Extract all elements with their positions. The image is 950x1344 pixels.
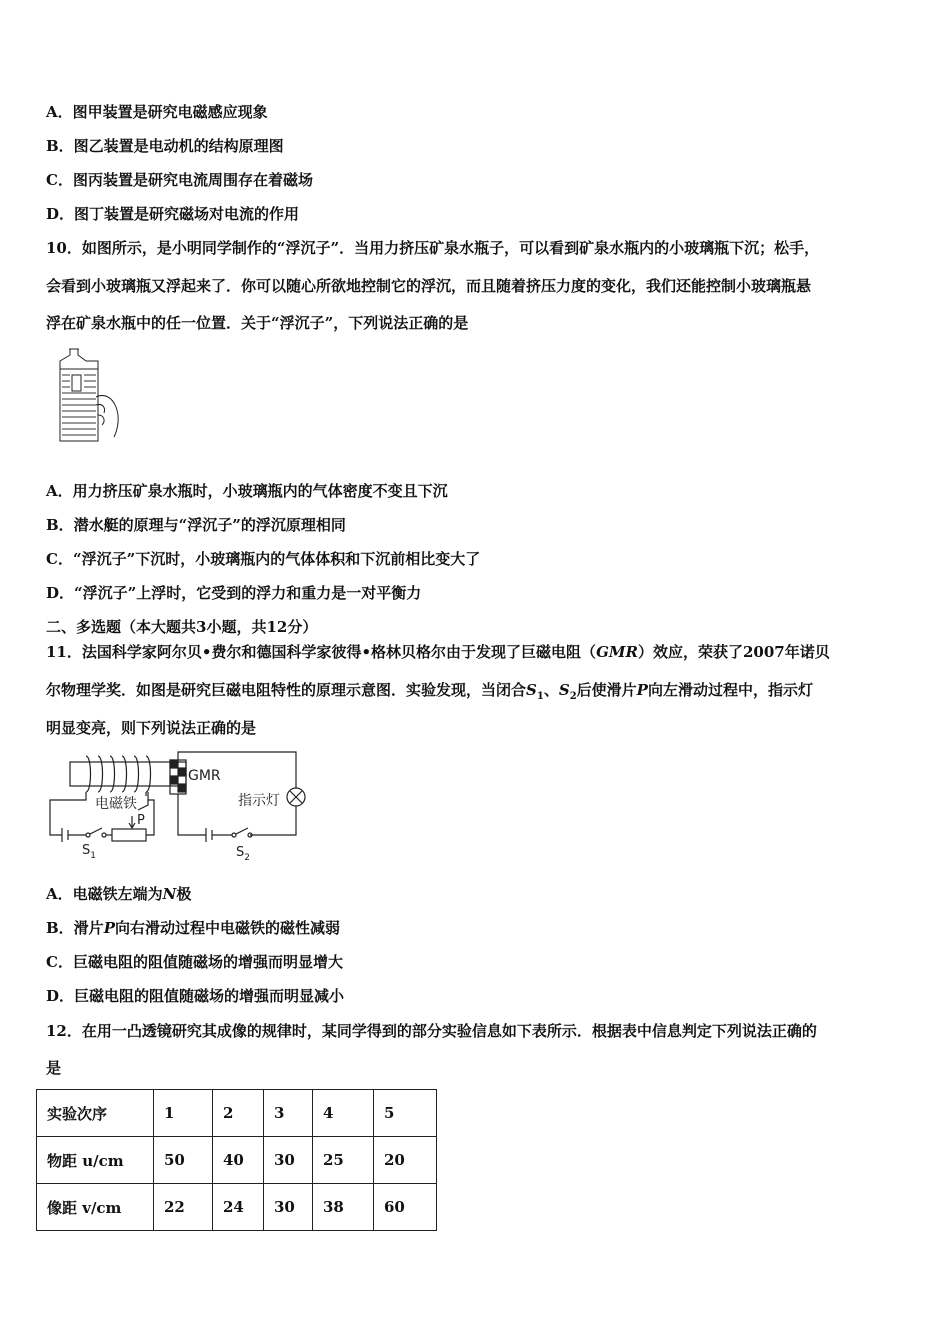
q11-b-text: B．滑片: [46, 919, 104, 937]
switch-s1-symbol: S: [526, 681, 537, 699]
q12-stem-line1: 12．在用一凸透镜研究其成像的规律时，某同学得到的部分实验信息如下表所示．根据表中信息判定下列说法正确的: [46, 1022, 817, 1040]
table-cell: 实验次序: [37, 1090, 154, 1137]
q11-separator: 、: [543, 681, 559, 699]
switch-s2-symbol: S: [558, 681, 570, 699]
switch-s1-sub: 1: [90, 851, 96, 861]
table-cell: 1: [154, 1090, 213, 1137]
q11-text: 后使滑片: [576, 681, 637, 699]
switch-s1-label: [82, 843, 96, 861]
q11-stem-line3: 明显变亮，则下列说法正确的是: [46, 719, 257, 737]
q9-option-b: B．图乙装置是电动机的结构原理图: [46, 137, 284, 155]
slider-p-symbol: P: [636, 681, 648, 699]
q11-b-text: 向右滑动过程中电磁铁的磁性减弱: [114, 919, 340, 937]
q11-option-b: [46, 918, 340, 938]
table-cell: 24: [213, 1184, 264, 1231]
switch-s1-letter: S: [82, 843, 91, 858]
q11-a-text: 极: [176, 885, 192, 903]
cartesian-diver-bottle-figure: [52, 345, 127, 445]
q11-text: 向左滑动过程中，指示灯: [647, 681, 813, 699]
switch-s1-subscript: 1: [536, 691, 544, 702]
table-cell: 25: [313, 1137, 374, 1184]
q11-text: 尔物理学奖．如图是研究巨磁电阻特性的原理示意图．实验发现，当闭合: [46, 681, 527, 699]
q9-option-d: D．图丁装置是研究磁场对电流的作用: [46, 205, 300, 223]
q10-stem-line1: 10．如图所示，是小明同学制作的“浮沉子”．当用力挤压矿泉水瓶子，可以看到矿泉水瓶内的小玻璃瓶下沉；松手，: [46, 239, 820, 257]
table-cell: 3: [264, 1090, 313, 1137]
q11-text: ）效应，荣获了2007年诺贝: [637, 643, 830, 661]
q11-option-d: D．巨磁电阻的阻值随磁场的增强而明显减小: [46, 987, 345, 1005]
table-cell: 5: [374, 1090, 437, 1137]
q9-option-c: C．图丙装置是研究电流周围存在着磁场: [46, 171, 313, 189]
table-cell: 物距 u/cm: [37, 1137, 154, 1184]
lens-data-table: [36, 1089, 437, 1231]
q11-stem-line2: [46, 680, 813, 700]
q10-option-b: B．潜水艇的原理与“浮沉子”的浮沉原理相同: [46, 516, 346, 534]
q12-stem-line2: 是: [46, 1059, 62, 1077]
north-pole-symbol: N: [162, 885, 177, 903]
gmr-circuit-diagram: [40, 750, 320, 865]
table-row: [37, 1137, 437, 1184]
q10-option-a: A．用力挤压矿泉水瓶时，小玻璃瓶内的气体密度不变且下沉: [46, 482, 448, 500]
table-cell: 2: [213, 1090, 264, 1137]
gmr-label: GMR: [188, 768, 221, 784]
q11-text: 11．法国科学家阿尔贝•费尔和德国科学家彼得•格林贝格尔由于发现了巨磁电阻（: [46, 643, 597, 661]
q11-option-a: [46, 884, 191, 904]
switch-s2-label: [236, 845, 250, 863]
q9-option-a: A．图甲装置是研究电磁感应现象: [46, 103, 268, 121]
indicator-lamp-label: 指示灯: [238, 793, 280, 809]
table-cell: 38: [313, 1184, 374, 1231]
electromagnet-label: 电磁铁: [95, 796, 137, 812]
q11-a-text: A．电磁铁左端为: [46, 885, 163, 903]
table-row: [37, 1090, 437, 1137]
table-cell: 22: [154, 1184, 213, 1231]
table-row: [37, 1184, 437, 1231]
slider-p-symbol: P: [103, 919, 115, 937]
q10-stem-line2: 会看到小玻璃瓶又浮起来了．你可以随心所欲地控制它的浮沉，而且随着挤压力度的变化，我们还能控制小玻璃瓶悬: [46, 277, 812, 295]
switch-s2-letter: S: [236, 845, 245, 860]
switch-s2-sub: 2: [244, 853, 250, 863]
switch-s2-subscript: 2: [569, 691, 577, 702]
q10-option-d: D．“浮沉子”上浮时，它受到的浮力和重力是一对平衡力: [46, 584, 422, 602]
table-cell: 50: [154, 1137, 213, 1184]
q11-option-c: C．巨磁电阻的阻值随磁场的增强而明显增大: [46, 953, 343, 971]
table-cell: 像距 v/cm: [37, 1184, 154, 1231]
section-heading: 二、多选题（本大题共3小题，共12分）: [46, 618, 318, 636]
table-cell: 4: [313, 1090, 374, 1137]
q10-option-c: C．“浮沉子”下沉时，小玻璃瓶内的气体体积和下沉前相比变大了: [46, 550, 481, 568]
table-cell: 40: [213, 1137, 264, 1184]
slider-p-label: P: [137, 813, 145, 828]
table-cell: 30: [264, 1137, 313, 1184]
q11-stem-line1: [46, 642, 830, 662]
table-cell: 20: [374, 1137, 437, 1184]
table-cell: 60: [374, 1184, 437, 1231]
q11-gmr-term: GMR: [596, 643, 638, 661]
q10-stem-line3: 浮在矿泉水瓶中的任一位置．关于“浮沉子”，下列说法正确的是: [46, 314, 469, 332]
table-cell: 30: [264, 1184, 313, 1231]
